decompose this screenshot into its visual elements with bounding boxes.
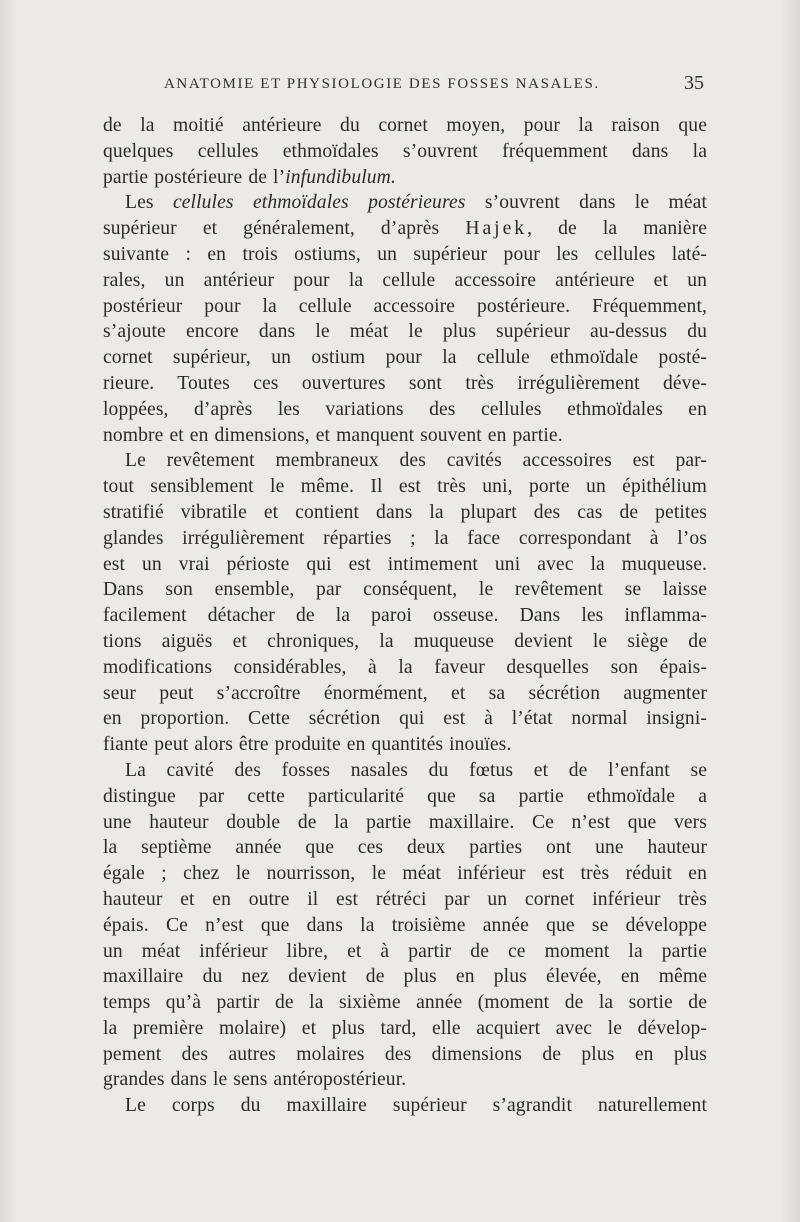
text-line: Le corps du maxillaire supérieur s’agrandit naturellement [125,1095,707,1117]
text-line: rieure. Toutes ces ouvertures sont très irrégulièrement déve- [103,372,707,394]
paragraph-5 [103,1093,707,1119]
text-line [103,216,707,242]
text-line: temps qu’à partir de la sixième année (moment de la sortie de [103,992,707,1014]
text-line: une hauteur double de la partie maxillaire. Ce n’est que vers [103,811,707,833]
text-line: grandes dans le sens antéropostérieur. [103,1069,407,1091]
text-line: Dans son ensemble, par conséquent, le revêtement se laisse [103,579,707,601]
text-line: épais. Ce n’est que dans la troisième année que se développe [103,914,707,936]
running-head: ANATOMIE ET PHYSIOLOGIE DES FOSSES NASALES. [164,76,600,92]
text-fragment: s’ouvrent dans le méat [465,192,707,214]
text-line: s’ajoute encore dans le méat le plus supérieur au-dessus du [103,321,707,343]
text-line: La cavité des fosses nasales du fœtus et de l’enfant se [125,759,707,781]
text-fragment: partie postérieure de l’ [103,166,286,188]
paragraph-1 [103,113,707,190]
text-line: est un vrai périoste qui est intimement uni avec la muqueuse. [103,553,707,575]
text-fragment: supérieur et généralement, d’après [103,218,466,240]
text-line: rales, un antérieur pour la cellule accessoire antérieure et un [103,269,707,291]
text-line: fiante peut alors être produite en quantités inouïes. [103,734,512,756]
text-line [103,190,707,216]
text-line: en proportion. Cette sécrétion qui est à l’état normal insigni- [103,708,707,730]
text-fragment: Les [125,192,173,214]
text-line: suivante : en trois ostiums, un supérieur pour les cellules laté- [103,243,707,265]
text-line: cornet supérieur, un ostium pour la cellule ethmoïdale posté- [103,347,707,369]
paragraph-2 [103,190,707,448]
paragraph-3 [103,448,707,758]
text-line: loppées, d’après les variations des cellules ethmoïdales en [103,398,707,420]
text-line: nombre et en dimensions, et manquent souvent en partie. [103,424,563,446]
text-line: facilement détacher de la paroi osseuse. Dans les inflamma- [103,605,707,627]
text-line: la septième année que ces deux parties ont une hauteur [103,837,707,859]
paragraph-4 [103,758,707,1093]
text-line: distingue par cette particularité que sa partie ethmoïdale a [103,785,707,807]
text-line: seur peut s’accroître énormément, et sa sécrétion augmenter [103,682,707,704]
text-line: Le revêtement membraneux des cavités accessoires est par- [125,450,707,472]
text-line: égale ; chez le nourrisson, le méat inférieur est très réduit en [103,863,707,885]
text-line: maxillaire du nez devient de plus en plus élevée, en même [103,966,707,988]
text-fragment: , de la manière [527,218,707,240]
text-line: de la moitié antérieure du cornet moyen, pour la raison que [103,115,707,136]
text-line: tions aiguës et chroniques, la muqueuse devient le siège de [103,630,707,652]
page-header [100,72,704,100]
text-line: modifications considérables, à la faveur desquelles son épais- [103,656,707,678]
italic-term: cellules ethmoïdales postérieures [172,192,466,214]
text-line: quelques cellules ethmoïdales s’ouvrent fréquemment dans la [103,140,707,162]
text-line: postérieur pour la cellule accessoire postérieure. Fréquemment, [103,295,707,317]
text-line: pement des autres molaires des dimensions de plus en plus [103,1043,707,1065]
text-line: la première molaire) et plus tard, elle acquiert avec le dévelop- [103,1017,707,1039]
text-line: glandes irrégulièrement réparties ; la face correspondant à l’os [103,527,707,549]
text-line: tout sensiblement le même. Il est très uni, porte un épithélium [103,476,707,498]
body-text [103,113,707,1119]
text-line: un méat inférieur libre, et à partir de ce moment la partie [103,940,707,962]
text-line [103,165,707,191]
page-number: 35 [684,72,704,94]
text-line: hauteur et en outre il est rétréci par un cornet inférieur très [103,888,707,910]
author-name: Hajek [465,218,528,240]
text-line: stratifié vibratile et contient dans la plupart des cas de petites [103,501,707,523]
italic-term: infundibulum. [285,166,396,188]
